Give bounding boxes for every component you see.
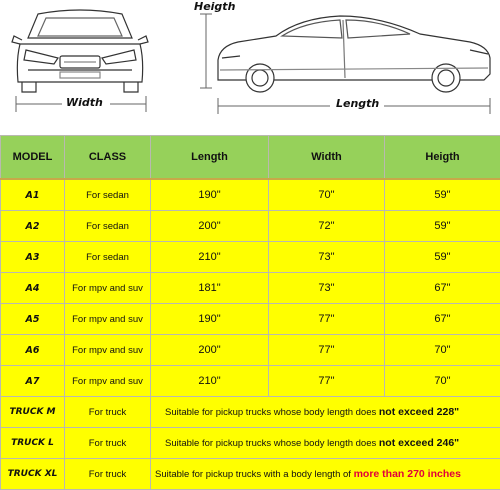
note-emphasis: not exceed 228" <box>379 406 459 418</box>
cell-length: 200" <box>151 211 269 242</box>
cell-model: A7 <box>1 366 65 397</box>
cell-width: 73" <box>269 273 385 304</box>
note-text: Suitable for pickup trucks with a body length of <box>155 469 354 480</box>
cell-class: For truck <box>65 459 151 490</box>
cell-height: 59" <box>385 179 500 211</box>
table-row <box>1 242 500 273</box>
cell-class: For mpv and suv <box>65 304 151 335</box>
cell-height: 70" <box>385 335 500 366</box>
car-front-view-icon <box>12 10 148 92</box>
table-row <box>1 335 500 366</box>
cell-width: 73" <box>269 242 385 273</box>
cell-model: TRUCK XL <box>1 459 65 490</box>
cell-width: 70" <box>269 179 385 211</box>
height-dimension-line <box>200 14 212 88</box>
cell-length: 190" <box>151 179 269 211</box>
header-model: MODEL <box>1 136 65 180</box>
cell-length: 210" <box>151 242 269 273</box>
cell-fit-note <box>151 459 500 490</box>
table-header-row <box>1 136 500 180</box>
cell-height: 59" <box>385 211 500 242</box>
cell-model: A4 <box>1 273 65 304</box>
height-label: Heigth <box>194 0 235 13</box>
cell-model: A5 <box>1 304 65 335</box>
table-row <box>1 273 500 304</box>
table-row <box>1 366 500 397</box>
cell-length: 190" <box>151 304 269 335</box>
table-row <box>1 211 500 242</box>
note-emphasis: not exceed 246" <box>379 437 459 449</box>
cell-model: TRUCK M <box>1 397 65 428</box>
cell-fit-note <box>151 428 500 459</box>
width-label: Width <box>66 96 103 109</box>
header-height: Heigth <box>385 136 500 180</box>
cell-length: 210" <box>151 366 269 397</box>
cell-width: 77" <box>269 366 385 397</box>
note-text: Suitable for pickup trucks whose body length does <box>165 407 379 418</box>
table-row-truck <box>1 459 500 490</box>
header-width: Width <box>269 136 385 180</box>
cell-fit-note <box>151 397 500 428</box>
cell-class: For sedan <box>65 211 151 242</box>
cell-model: A3 <box>1 242 65 273</box>
cell-model: A1 <box>1 179 65 211</box>
table-row-truck <box>1 397 500 428</box>
length-label: Length <box>336 97 379 110</box>
cell-length: 200" <box>151 335 269 366</box>
cell-model: A6 <box>1 335 65 366</box>
cell-class: For truck <box>65 397 151 428</box>
note-text: Suitable for pickup trucks whose body length does <box>165 438 379 449</box>
cell-width: 77" <box>269 304 385 335</box>
cell-model: A2 <box>1 211 65 242</box>
cell-height: 67" <box>385 273 500 304</box>
car-side-view-icon <box>218 16 490 92</box>
cell-height: 67" <box>385 304 500 335</box>
header-length: Length <box>151 136 269 180</box>
cell-class: For sedan <box>65 179 151 211</box>
cell-width: 72" <box>269 211 385 242</box>
cell-class: For mpv and suv <box>65 366 151 397</box>
table-row-truck <box>1 428 500 459</box>
cell-height: 59" <box>385 242 500 273</box>
cell-class: For mpv and suv <box>65 273 151 304</box>
cell-class: For truck <box>65 428 151 459</box>
car-dimension-diagram <box>0 0 500 134</box>
cell-class: For sedan <box>65 242 151 273</box>
table-row <box>1 304 500 335</box>
car-outline-drawings <box>0 0 500 134</box>
cell-class: For mpv and suv <box>65 335 151 366</box>
cell-model: TRUCK L <box>1 428 65 459</box>
cell-height: 70" <box>385 366 500 397</box>
size-spec-table <box>0 135 500 490</box>
cell-width: 77" <box>269 335 385 366</box>
note-emphasis-red: more than 270 inches <box>354 468 461 480</box>
cell-length: 181" <box>151 273 269 304</box>
table-row <box>1 179 500 211</box>
header-class: CLASS <box>65 136 151 180</box>
